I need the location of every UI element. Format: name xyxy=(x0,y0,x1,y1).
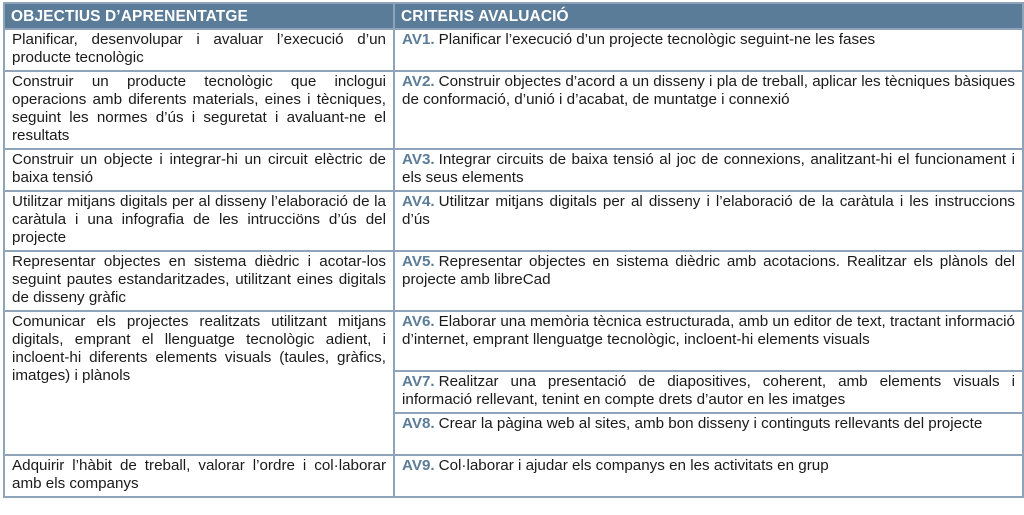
criteria-code: AV7. xyxy=(402,373,435,390)
table-row xyxy=(4,311,1023,371)
objective-cell: Construir un producte tecnològic que inclogui operacions amb diferents materials, eines i tècniques, seguint les normes d’ús i seguretat i avaluant-ne el resultats xyxy=(4,71,394,149)
criteria-cell xyxy=(394,311,1023,371)
header-objectives: OBJECTIUS D’APRENENTATGE xyxy=(4,3,394,29)
criteria-code: AV3. xyxy=(402,151,435,168)
criteria-text: Construir objectes d’acord a un disseny i pla de treball, aplicar les tècniques bàsiques de conformació, d’unió i d’acabat, de muntatge i connexió xyxy=(402,73,1015,108)
table-row xyxy=(4,71,1023,149)
criteria-cell xyxy=(394,191,1023,251)
header-criteria: CRITERIS AVALUACIÓ xyxy=(394,3,1023,29)
table-row xyxy=(4,149,1023,191)
criteria-text: Integrar circuits de baixa tensió al joc de connexions, analitzant-hi el funcionament i els seus elements xyxy=(402,151,1015,186)
criteria-code: AV8. xyxy=(402,415,435,432)
criteria-text: Crear la pàgina web al sites, amb bon disseny i continguts rellevants del projecte xyxy=(438,415,983,432)
header-row xyxy=(4,3,1023,29)
objective-cell: Representar objectes en sistema dièdric i acotar-los seguint pautes estandaritzades, utilitzant eines digitals de disseny gràfic xyxy=(4,251,394,311)
criteria-text: Realitzar una presentació de diapositives, coherent, amb elements visuals i informació rellevant, tenint en compte drets d’autor en les imatges xyxy=(402,373,1015,408)
objective-cell: Adquirir l’hàbit de treball, valorar l’ordre i col·laborar amb els companys xyxy=(4,455,394,497)
objective-cell: Utilitzar mitjans digitals per al disseny l’elaboració de la caràtula i una infografia de les intrucciöns d’ús del projecte xyxy=(4,191,394,251)
criteria-code: AV2. xyxy=(402,73,435,90)
criteria-code: AV9. xyxy=(402,457,435,474)
criteria-text: Representar objectes en sistema dièdric amb acotacions. Realitzar els plànols del projecte amb libreCad xyxy=(402,253,1015,288)
criteria-text: Planificar l’execució d’un projecte tecnològic seguint-ne les fases xyxy=(438,31,876,48)
criteria-code: AV6. xyxy=(402,313,435,330)
criteria-cell xyxy=(394,149,1023,191)
criteria-code: AV4. xyxy=(402,193,435,210)
evaluation-table xyxy=(3,2,1024,498)
objective-cell: Construir un objecte i integrar-hi un circuit elèctric de baixa tensió xyxy=(4,149,394,191)
objective-cell: Planificar, desenvolupar i avaluar l’execució d’un producte tecnològic xyxy=(4,29,394,71)
criteria-cell xyxy=(394,29,1023,71)
table-row xyxy=(4,191,1023,251)
criteria-cell xyxy=(394,413,1023,455)
criteria-text: Utilitzar mitjans digitals per al disseny i l’elaboració de la caràtula i les instruccions d’ús xyxy=(402,193,1015,228)
criteria-cell xyxy=(394,251,1023,311)
criteria-text: Elaborar una memòria tècnica estructurada, amb un editor de text, tractant informació d’internet, emprant llenguatge tecnològic, incloent-hi elements visuals xyxy=(402,313,1015,348)
criteria-cell xyxy=(394,455,1023,497)
criteria-cell xyxy=(394,371,1023,413)
criteria-text: Col·laborar i ajudar els companys en les activitats en grup xyxy=(438,457,829,474)
criteria-code: AV1. xyxy=(402,31,435,48)
table-row xyxy=(4,251,1023,311)
table-row xyxy=(4,455,1023,497)
criteria-cell xyxy=(394,71,1023,149)
table-row xyxy=(4,29,1023,71)
criteria-code: AV5. xyxy=(402,253,435,270)
objective-cell: Comunicar els projectes realitzats utilitzant mitjans digitals, emprant el llenguatge tecnològic adient, i incloent-hi diferents elements visuals (taules, gràfics, imatges) i plànols xyxy=(4,311,394,455)
